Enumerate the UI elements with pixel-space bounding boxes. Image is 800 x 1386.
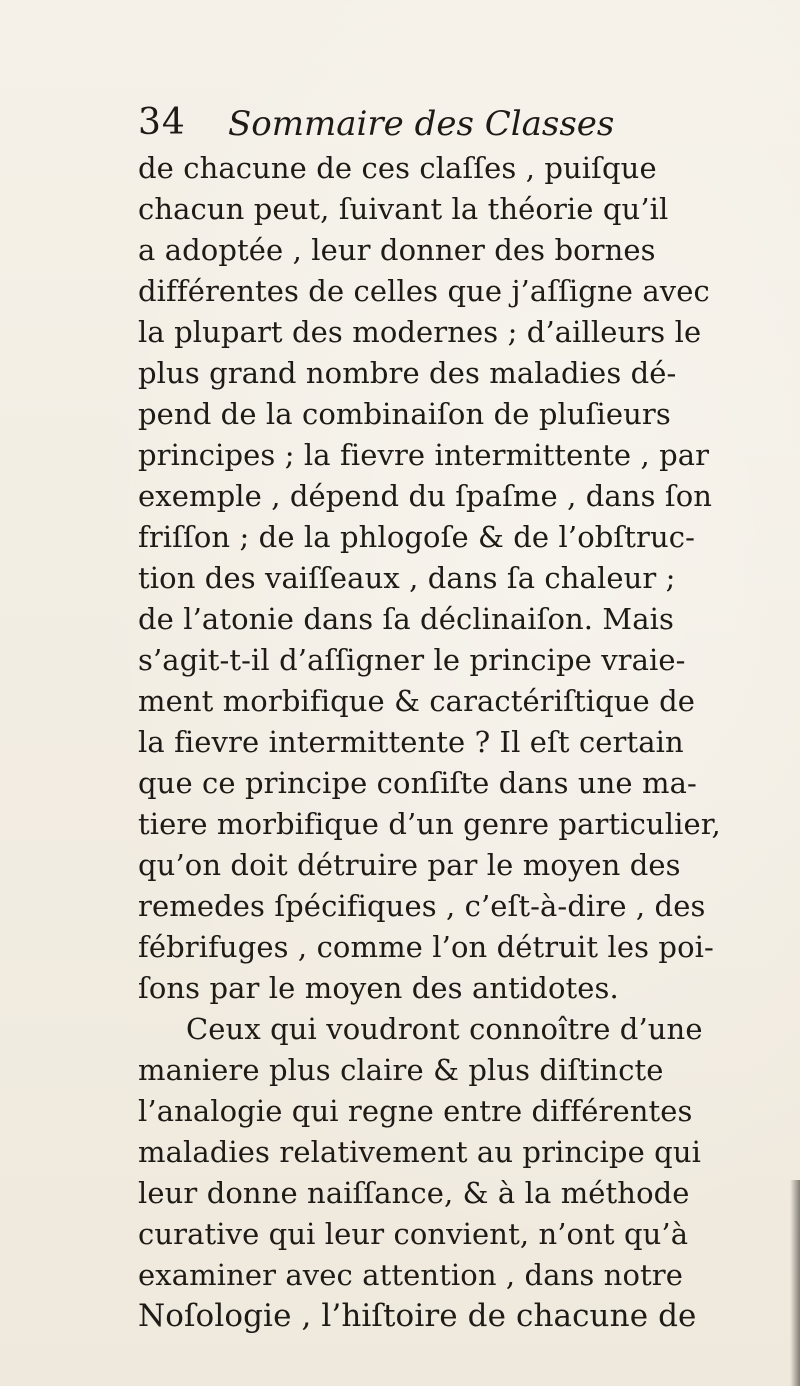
text-line: principes ; la fievre intermittente , par xyxy=(138,438,710,472)
body-text xyxy=(138,148,778,1384)
text-line: friſſon ; de la phlogoſe & de l’obſtruc- xyxy=(138,520,695,554)
text-line: maladies relativement au principe qui xyxy=(138,1135,701,1169)
text-line: l’analogie qui regne entre différentes xyxy=(138,1094,693,1128)
page-edge-shadow xyxy=(790,1180,800,1386)
text-line: tiere morbifique d’un genre particulier, xyxy=(138,807,721,841)
paragraph-2 xyxy=(138,1009,778,1337)
text-line: maniere plus claire & plus diſtincte xyxy=(138,1053,664,1087)
running-title: Sommaire des Classes xyxy=(228,104,615,144)
text-line: curative qui leur convient, n’ont qu’à xyxy=(138,1217,689,1251)
text-line: leur donne naiſſance, & à la méthode xyxy=(138,1176,690,1210)
text-line: de l’atonie dans ſa déclinaiſon. Mais xyxy=(138,602,674,636)
text-line: tion des vaiſſeaux , dans ſa chaleur ; xyxy=(138,561,676,595)
text-line: remedes ſpécifiques , c’eſt-à-dire , des xyxy=(138,889,706,923)
text-line: Noſologie , l’hiſtoire de chacune de xyxy=(138,1298,697,1334)
text-line: ſons par le moyen des antidotes. xyxy=(138,971,619,1005)
text-line: Ceux qui voudront connoître d’une xyxy=(186,1012,703,1046)
text-line: pend de la combinaiſon de pluſieurs xyxy=(138,397,671,431)
text-line: différentes de celles que j’aſſigne avec xyxy=(138,274,710,308)
text-line: examiner avec attention , dans notre xyxy=(138,1258,683,1292)
text-line: fébrifuges , comme l’on détruit les poi- xyxy=(138,930,714,964)
text-line: la fievre intermittente ? Il eſt certain xyxy=(138,725,684,759)
text-line: qu’on doit détruire par le moyen des xyxy=(138,848,681,882)
text-line: la plupart des modernes ; d’ailleurs le xyxy=(138,315,702,349)
text-line: de chacune de ces claſſes , puiſque xyxy=(138,151,657,185)
page-header xyxy=(138,100,778,150)
text-line: chacun peut, ſuivant la théorie qu’il xyxy=(138,192,669,226)
text-line: exemple , dépend du ſpaſme , dans ſon xyxy=(138,479,713,513)
text-line: s’agit-t-il d’aſſigner le principe vraie- xyxy=(138,643,686,677)
text-line: que ce principe conſiſte dans une ma- xyxy=(138,766,697,800)
paragraph-1 xyxy=(138,148,778,1009)
text-line: plus grand nombre des maladies dé- xyxy=(138,356,677,390)
text-line: ment morbifique & caractériſtique de xyxy=(138,684,696,718)
text-line: a adoptée , leur donner des bornes xyxy=(138,233,656,267)
page-number: 34 xyxy=(138,102,186,143)
